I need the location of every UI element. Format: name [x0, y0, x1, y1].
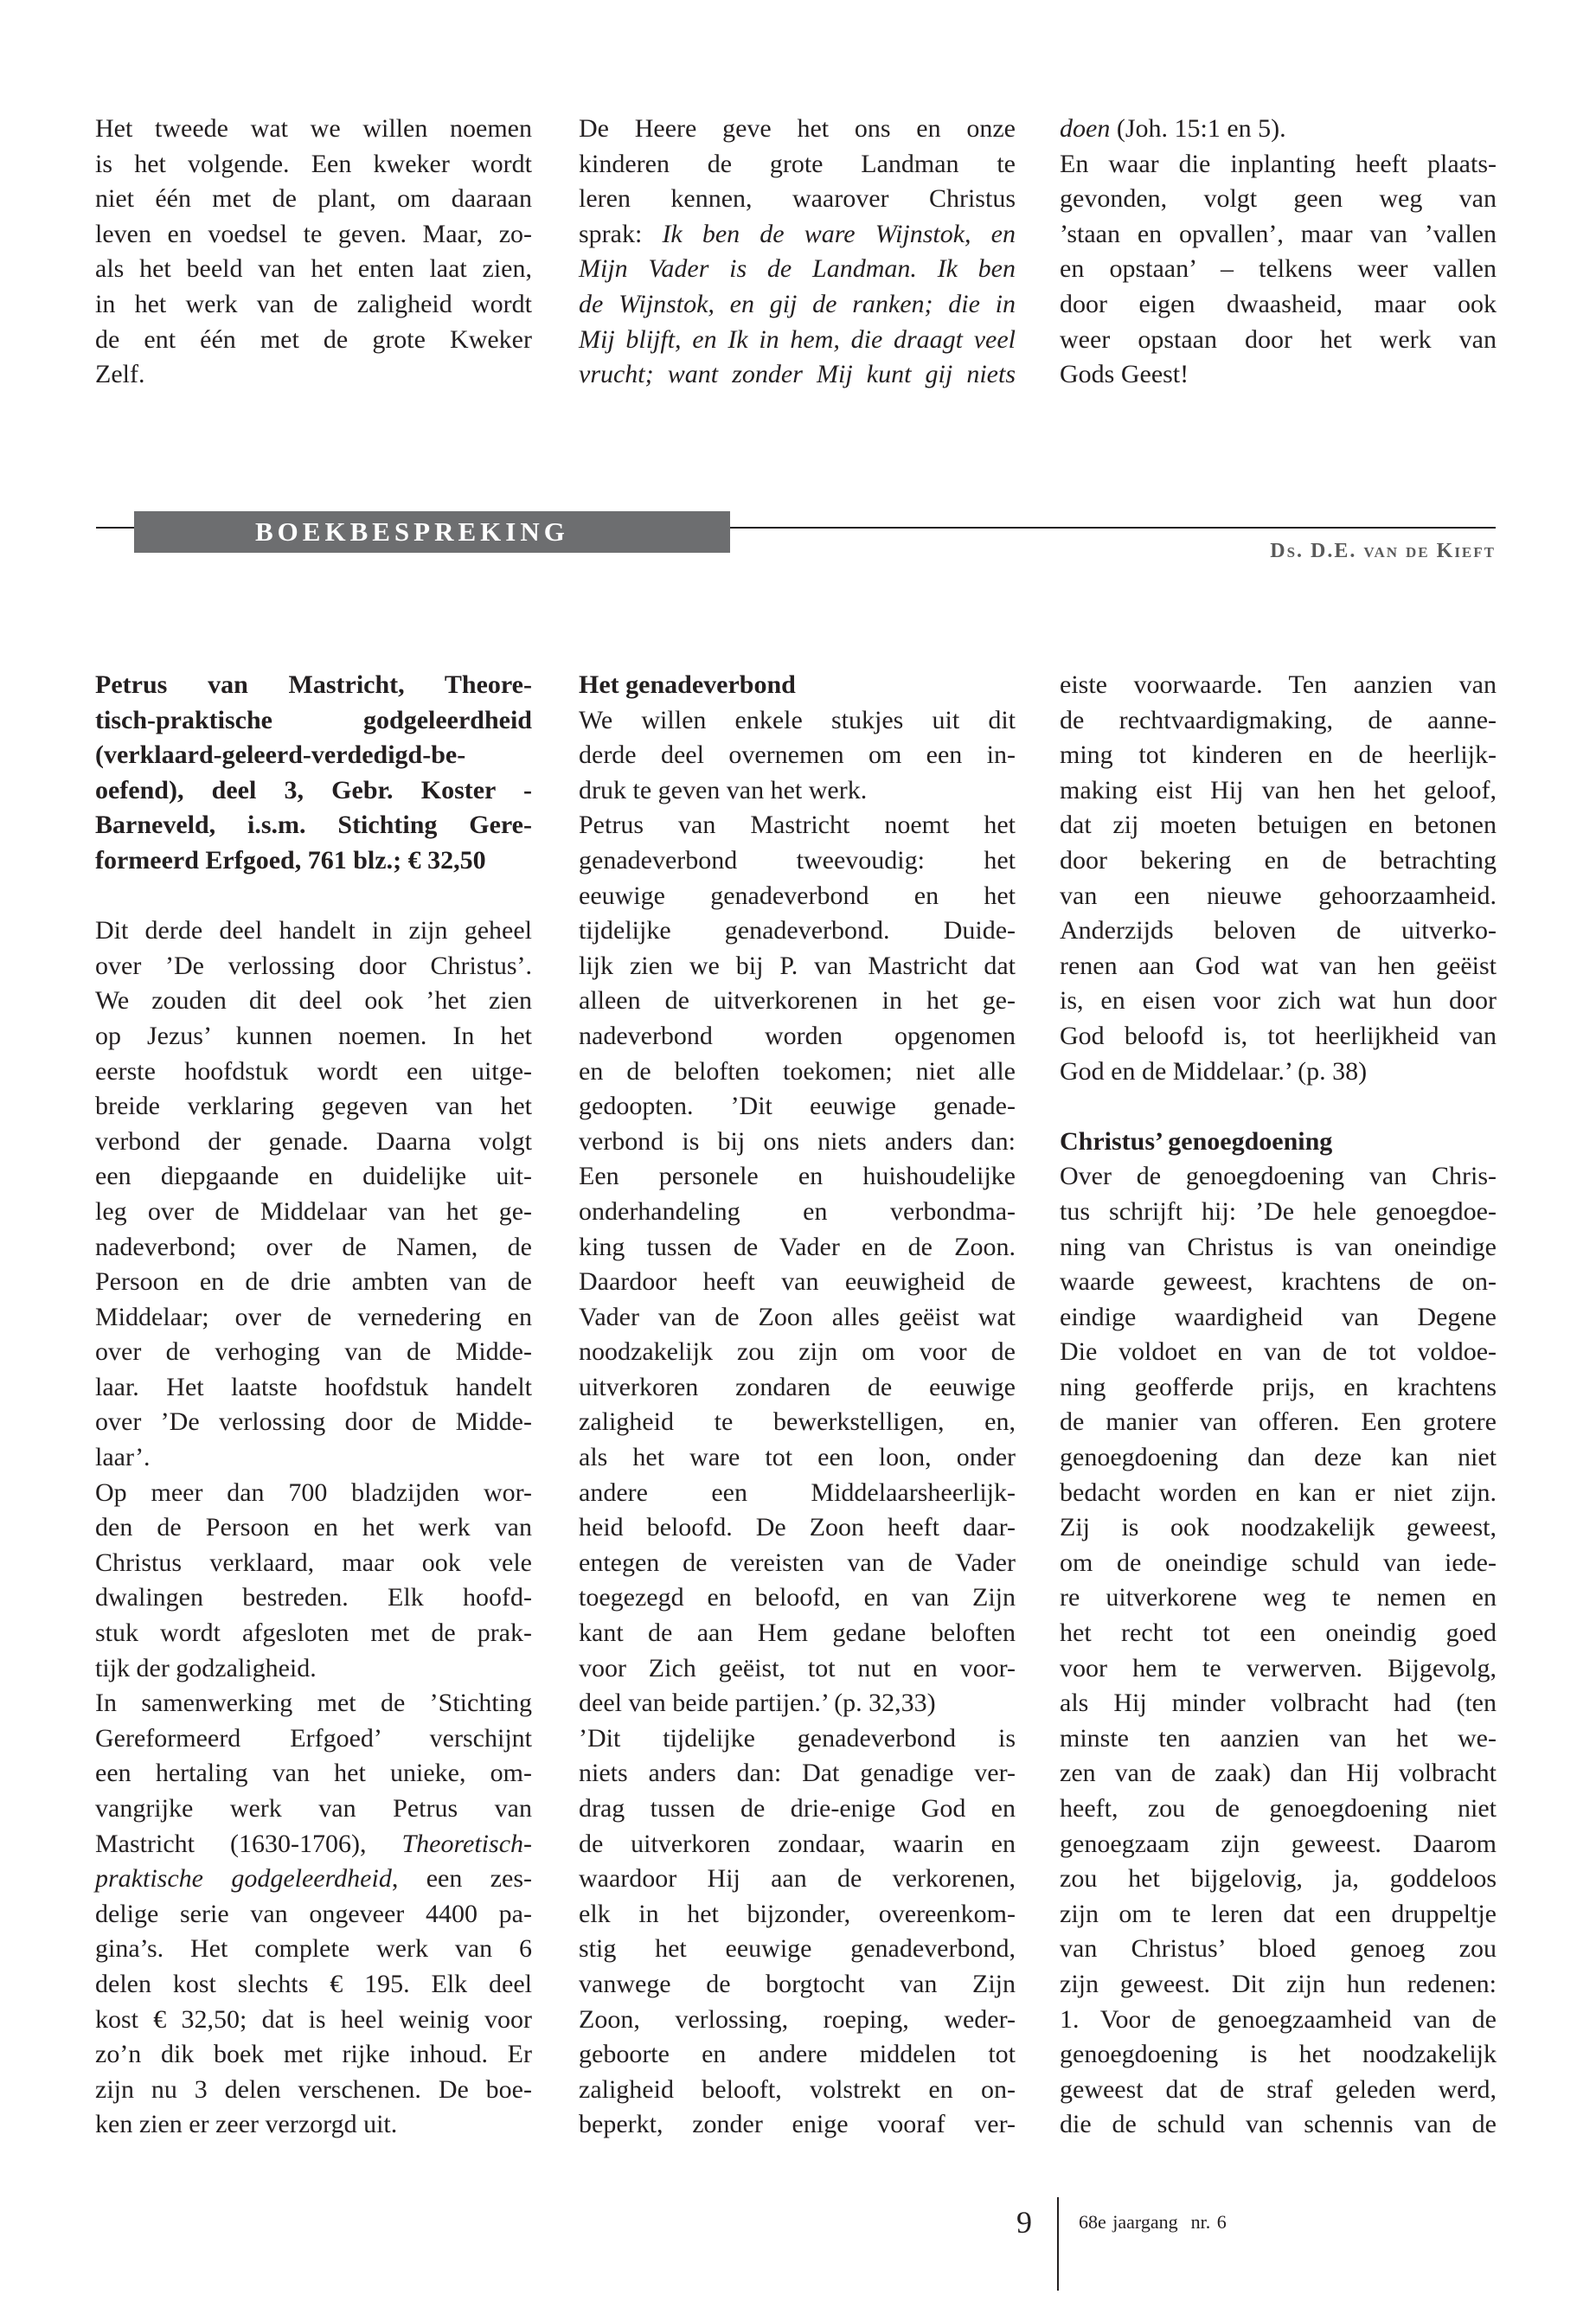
text-line: zaligheid te bewerkstelligen, en,	[579, 1407, 1016, 1437]
text-line: dwalingen bestreden. Elk hoofd-	[95, 1583, 532, 1612]
text-line: delen kost slechts € 195. Elk deel	[95, 1969, 532, 1998]
text-line: is, en eisen voor zich wat hun door	[1060, 986, 1497, 1016]
text-line: heid beloofd. De Zoon heeft daar-	[579, 1513, 1016, 1542]
text-line: waardoor Hij aan de verkorenen,	[579, 1864, 1016, 1894]
text-line: eiste voorwaarde. Ten aanzien van	[1060, 670, 1497, 699]
text-line: breide verklaring gegeven van het	[95, 1092, 532, 1121]
text-line: laar’.	[95, 1443, 151, 1472]
text-line: bedacht worden en kan er niet zijn.	[1060, 1477, 1497, 1507]
issue-info: 68e jaargang nr. 6	[1079, 2211, 1227, 2233]
top-column-1	[95, 112, 532, 393]
text-line: Gods Geest!	[1060, 360, 1189, 389]
text-line: We willen enkele stukjes uit dit	[579, 705, 1016, 734]
text-line: weer opstaan door het werk van	[1060, 324, 1497, 354]
text-line: Zelf.	[95, 360, 145, 389]
text-line: king tussen de Vader en de Zoon.	[579, 1232, 1016, 1261]
heading-line: tisch-praktische godgeleerdheid	[95, 705, 532, 734]
heading-line: Petrus van Mastricht, Theore-	[95, 670, 532, 699]
text-line: die de schuld van schennis van de	[1060, 2110, 1497, 2139]
text-line: van Christus’ bloed genoeg zou	[1060, 1934, 1497, 1964]
top-column-3	[1060, 112, 1497, 393]
text-line	[95, 1827, 532, 1862]
text-line: den de Persoon en het werk van	[95, 1513, 532, 1542]
text-line: tijk der godzaligheid.	[95, 1653, 317, 1682]
text-line: verbond is bij ons niets anders dan:	[579, 1126, 1016, 1156]
text-line: ’Dit tijdelijke genadeverbond is	[579, 1723, 1016, 1753]
text-line: over ’De verlossing door Christus’.	[95, 951, 532, 980]
top-column-2	[579, 112, 1016, 393]
heading-line: oefend), deel 3, Gebr. Koster -	[95, 775, 532, 804]
text-line: Middelaar; over de vernedering en	[95, 1302, 532, 1331]
text-line: de Wijnstok, en gij de ranken; die in	[579, 289, 1016, 318]
text-segment: , een zes-	[391, 1864, 532, 1894]
text-line: making eist Hij van hen het geloof,	[1060, 775, 1497, 804]
text-line: noodzakelijk zou zijn om voor de	[579, 1337, 1016, 1367]
text-line: Dit derde deel handelt in zijn geheel	[95, 916, 532, 945]
text-line: elk in het bijzonder, overeenkom-	[579, 1899, 1016, 1928]
text-line: En waar die inplanting heeft plaats-	[1060, 149, 1497, 178]
text-line: Op meer dan 700 bladzijden wor-	[95, 1477, 532, 1507]
text-line: is het volgende. Een kweker wordt	[95, 149, 532, 178]
text-line: leven en voedsel te geven. Maar, zo-	[95, 219, 532, 248]
text-segment: (Joh. 15:1 en 5).	[1110, 114, 1286, 143]
text-line: kant de aan Hem gedane beloften	[579, 1618, 1016, 1648]
text-line: over de verhoging van de Midde-	[95, 1337, 532, 1367]
text-segment: sprak:	[579, 219, 663, 248]
text-line: een diepgaande en duidelijke uit-	[95, 1162, 532, 1191]
text-line: geweest dat de straf geleden werd,	[1060, 2074, 1497, 2104]
text-line: Petrus van Mastricht noemt het	[579, 811, 1016, 840]
text-line: laar. Het laatste hoofdstuk handelt	[95, 1372, 532, 1401]
text-line: door bekering en de betrachting	[1060, 845, 1497, 875]
text-line: zaligheid belooft, volstrekt en on-	[579, 2074, 1016, 2104]
text-line: renen aan God wat van hen geëist	[1060, 951, 1497, 980]
text-line: vanwege de borgtocht van Zijn	[579, 1969, 1016, 1998]
text-line: heeft, zou de genoegdoening niet	[1060, 1794, 1497, 1823]
text-segment: Mastricht (1630-1706),	[95, 1829, 402, 1858]
text-line: Over de genoegdoening van Chris-	[1060, 1162, 1497, 1191]
text-line: Mijn Vader is de Landman. Ik ben	[579, 254, 1016, 284]
text-line: eindige waardigheid van Degene	[1060, 1302, 1497, 1331]
text-line: Zoon, verlossing, roeping, weder-	[579, 2004, 1016, 2034]
heading-line: Het genadeverbond	[579, 670, 796, 699]
text-line: Zij is ook noodzakelijk geweest,	[1060, 1513, 1497, 1542]
italic-text: Theoretisch-	[401, 1829, 532, 1858]
text-line: een hertaling van het unieke, om-	[95, 1759, 532, 1788]
text-line: re uitverkorene weg te nemen en	[1060, 1583, 1497, 1612]
text-line: ken zien er zeer verzorgd uit.	[95, 2110, 398, 2139]
text-line: de ent één met de grote Kweker	[95, 324, 532, 354]
text-line: dat zij moeten betuigen en betonen	[1060, 811, 1497, 840]
text-line: waarde geweest, krachtens de on-	[1060, 1267, 1497, 1297]
text-line: alleen de uitverkorenen in het ge-	[579, 986, 1016, 1016]
text-line: nadeverbond worden opgenomen	[579, 1021, 1016, 1050]
text-line: deel van beide partijen.’ (p. 32,33)	[579, 1689, 936, 1718]
text-line: genoegzaam zijn geweest. Daarom	[1060, 1829, 1497, 1858]
text-line: tus schrijft hij: ’De hele genoegdoe-	[1060, 1196, 1497, 1226]
text-line: als Hij minder volbracht had (ten	[1060, 1689, 1497, 1718]
text-line: ming tot kinderen en de heerlijk-	[1060, 740, 1497, 770]
text-line: zijn om te leren dat een druppeltje	[1060, 1899, 1497, 1928]
text-line: en de beloften toekomen; niet alle	[579, 1056, 1016, 1086]
text-line: druk te geven van het werk.	[579, 775, 868, 804]
section-title-band	[134, 511, 730, 553]
heading-line: Barneveld, i.s.m. Stichting Gere-	[95, 811, 532, 840]
text-line: leg over de Middelaar van het ge-	[95, 1196, 532, 1226]
text-line: van een nieuwe gehoorzaamheid.	[1060, 881, 1497, 910]
text-line: de rechtvaardigmaking, de aanne-	[1060, 705, 1497, 734]
text-line: God en de Middelaar.’ (p. 38)	[1060, 1056, 1368, 1086]
text-line: zijn nu 3 delen verschenen. De boe-	[95, 2074, 532, 2104]
section-title: BOEKBESPREKING	[255, 516, 569, 547]
text-line: In samenwerking met de ’Stichting	[95, 1689, 532, 1718]
text-line: We zouden dit deel ook ’het zien	[95, 986, 532, 1016]
footer-divider	[1057, 2197, 1059, 2291]
text-line: en opstaan’ – telkens weer vallen	[1060, 254, 1497, 284]
text-line: voor Zich geëist, tot nut en voor-	[579, 1653, 1016, 1682]
article-author: Ds. D.E. van de Kieft	[1270, 540, 1496, 562]
text-line	[95, 879, 532, 914]
text-line: eeuwige genadeverbond en het	[579, 881, 1016, 910]
italic-text: Ik ben de ware Wijnstok, en	[662, 219, 1016, 248]
text-line: andere een Middelaarsheerlijk-	[579, 1477, 1016, 1507]
text-line: Een personele en huishoudelijke	[579, 1162, 1016, 1191]
text-line: beperkt, zonder enige vooraf ver-	[579, 2110, 1016, 2139]
text-line: Christus verklaard, maar ook vele	[95, 1548, 532, 1577]
text-line: voor hem te verwerven. Bijgevolg,	[1060, 1653, 1497, 1682]
article-column-1	[95, 668, 532, 2143]
text-line: entegen de vereisten van de Vader	[579, 1548, 1016, 1577]
text-line: Anderzijds beloven de uitverko-	[1060, 916, 1497, 945]
text-line: God beloofd is, tot heerlijkheid van	[1060, 1021, 1497, 1050]
text-line: onderhandeling en verbondma-	[579, 1196, 1016, 1226]
text-line: niets anders dan: Dat genadige ver-	[579, 1759, 1016, 1788]
text-line: als het ware tot een loon, onder	[579, 1443, 1016, 1472]
text-line: de manier van offeren. Een grotere	[1060, 1407, 1497, 1437]
text-line: gedoopten. ’Dit eeuwige genade-	[579, 1092, 1016, 1121]
text-line: gina’s. Het complete werk van 6	[95, 1934, 532, 1964]
text-line: vrucht; want zonder Mij kunt gij niets	[579, 360, 1016, 389]
heading-line: formeerd Erfgoed, 761 blz.; € 32,50	[95, 845, 486, 875]
text-line: ning geofferde prijs, en krachtens	[1060, 1372, 1497, 1401]
text-line: ’staan en opvallen’, maar van ’vallen	[1060, 219, 1497, 248]
text-line: leren kennen, waarover Christus	[579, 184, 1016, 214]
text-line	[579, 217, 1016, 253]
text-line: om de oneindige schuld van iede-	[1060, 1548, 1497, 1577]
page-number: 9	[1016, 2205, 1032, 2240]
text-line: ning van Christus is van oneindige	[1060, 1232, 1497, 1261]
text-line: uitverkoren zondaren de eeuwige	[579, 1372, 1016, 1401]
heading-line: (verklaard-geleerd-verdedigd-be-	[95, 740, 466, 770]
text-line: derde deel overnemen om een in-	[579, 740, 1016, 770]
text-line: zou het bijgelovig, ja, goddeloos	[1060, 1864, 1497, 1894]
text-line: De Heere geve het ons en onze	[579, 114, 1016, 143]
text-line: Daardoor heeft van eeuwigheid de	[579, 1267, 1016, 1297]
text-line: genadeverbond tweevoudig: het	[579, 845, 1016, 875]
text-line: geboorte en andere middelen tot	[579, 2040, 1016, 2069]
text-line: Die voldoet en van de tot voldoe-	[1060, 1337, 1497, 1367]
text-line: Persoon en de drie ambten van de	[95, 1267, 532, 1297]
text-line: kinderen de grote Landman te	[579, 149, 1016, 178]
text-line: het recht tot een oneindig goed	[1060, 1618, 1497, 1648]
article-column-2	[579, 668, 1016, 2143]
text-line: stuk wordt afgesloten met de prak-	[95, 1618, 532, 1648]
text-line: drag tussen de drie-enige God en	[579, 1794, 1016, 1823]
heading-line: Christus’ genoegdoening	[1060, 1126, 1333, 1156]
text-line: niet één met de plant, om daaraan	[95, 184, 532, 214]
text-line: verbond der genade. Daarna volgt	[95, 1126, 532, 1156]
text-line: toegezegd en beloofd, en van Zijn	[579, 1583, 1016, 1612]
text-line: over ’De verlossing door de Midde-	[95, 1407, 532, 1437]
text-line: kost € 32,50; dat is heel weinig voor	[95, 2004, 532, 2034]
text-line: zijn geweest. Dit zijn hun redenen:	[1060, 1969, 1497, 1998]
text-line: 1. Voor de genoegzaamheid van de	[1060, 2004, 1497, 2034]
text-line: tijdelijke genadeverbond. Duide-	[579, 916, 1016, 945]
text-line: eerste hoofdstuk wordt een uitge-	[95, 1056, 532, 1086]
text-line: zo’n dik boek met rijke inhoud. Er	[95, 2040, 532, 2069]
text-line: Mij blijft, en Ik in hem, die draagt veel	[579, 324, 1016, 354]
text-line: op Jezus’ kunnen noemen. In het	[95, 1021, 532, 1050]
text-line: door eigen dwaasheid, maar ook	[1060, 289, 1497, 318]
text-line: als het beeld van het enten laat zien,	[95, 254, 532, 284]
text-line: Het tweede wat we willen noemen	[95, 114, 532, 143]
text-line	[1060, 112, 1497, 147]
text-line	[1060, 1089, 1497, 1125]
text-line: lijk zien we bij P. van Mastricht dat	[579, 951, 1016, 980]
text-line: delige serie van ongeveer 4400 pa-	[95, 1899, 532, 1928]
text-line: nadeverbond; over de Namen, de	[95, 1232, 532, 1261]
text-line: gevonden, volgt geen weg van	[1060, 184, 1497, 214]
text-line: genoegdoening dan deze kan niet	[1060, 1443, 1497, 1472]
text-line: de uitverkoren zondaar, waarin en	[579, 1829, 1016, 1858]
text-line: in het werk van de zaligheid wordt	[95, 289, 532, 318]
article-column-3	[1060, 668, 1497, 2143]
text-line: minste ten aanzien van het we-	[1060, 1723, 1497, 1753]
text-line: genoegdoening is het noodzakelijk	[1060, 2040, 1497, 2069]
text-line: Gereformeerd Erfgoed’ verschijnt	[95, 1723, 532, 1753]
italic-text: doen	[1060, 114, 1111, 143]
text-line: stig het eeuwige genadeverbond,	[579, 1934, 1016, 1964]
text-line: zen van de zaak) dan Hij volbracht	[1060, 1759, 1497, 1788]
text-line: Vader van de Zoon alles geëist wat	[579, 1302, 1016, 1331]
text-line: vangrijke werk van Petrus van	[95, 1794, 532, 1823]
text-line	[95, 1862, 532, 1897]
italic-text: praktische godgeleerdheid	[95, 1864, 392, 1894]
